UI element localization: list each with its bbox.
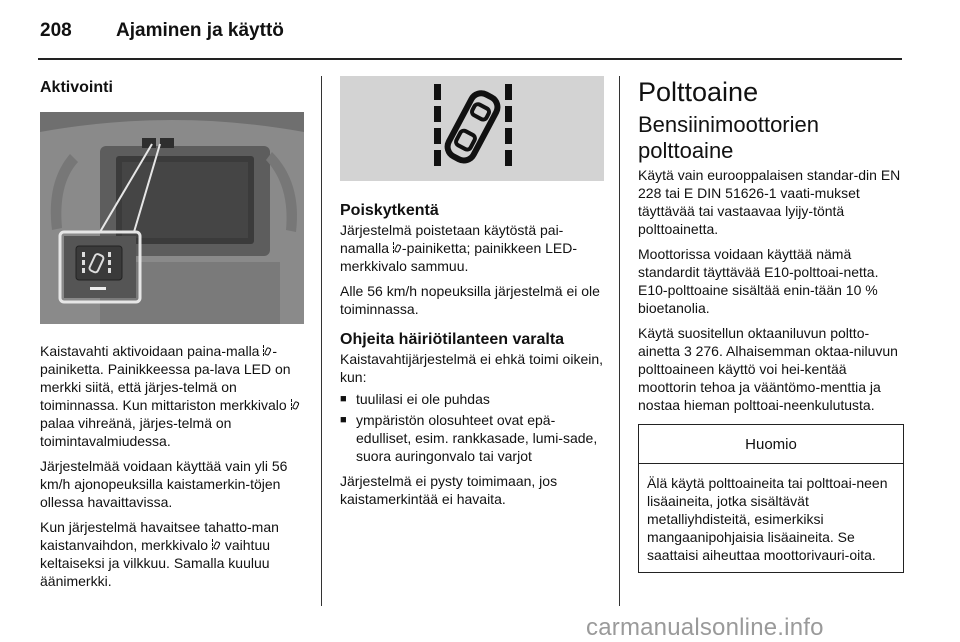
lane-departure-icon [393, 242, 402, 254]
paragraph: Käytä suositellun oktaaniluvun poltto-ainetta 3 276. Alhaisemman oktaa-niluvun polttoaineen käyttö voi hei-kentää moottorin tehoa ja vääntömo-menttia ja nostaa hieman polttoai-neenkulutusta. [638, 325, 898, 413]
lane-departure-icon [340, 76, 604, 181]
list-item: ■ tuulilasi ei ole puhdas [340, 391, 490, 407]
dashboard-illustration [40, 112, 304, 324]
chapter-title: Ajaminen ja käyttö [116, 20, 284, 41]
paragraph: Käytä vain eurooppalaisen standar-din EN 228 tai E DIN 51626-1 vaati-mukset täyttävää tai vastaavaa lyijy-töntä polttoainetta. [638, 167, 901, 237]
page-reference-link[interactable]: 3 276 [683, 343, 719, 359]
lane-departure-icon [291, 399, 300, 411]
paragraph: Järjestelmää voidaan käyttää vain yli 56 km/h ajonopeuksilla kaistamerkin-töjen ollessa havaittavissa. [40, 458, 288, 510]
header-divider [38, 58, 902, 60]
section-heading: Aktivointi [40, 79, 113, 96]
note-body: Älä käytä polttoaineita tai polttoai-neen lisäaineita, jotka sisältävät metalliyhdisteitä, esimerkiksi mangaanipohjaisia lisäaineita. Se saattaisi aiheuttaa moottorivauri-oita. [647, 475, 888, 563]
caution-note-box [638, 424, 904, 573]
section-heading: Poiskytkentä [340, 202, 439, 219]
bullet-icon: ■ [340, 393, 347, 405]
column-middle [340, 76, 604, 515]
paragraph: Kaistavahti aktivoidaan paina-malla -painiketta. Painikkeessa pa-lava LED on merkki siitä, että järjes-telmä on toiminnassa. Kun mittariston merkkivalo palaa vihreänä, järjes-telmä on toimintavalmiudessa. [40, 342, 304, 450]
lane-departure-icon [263, 345, 272, 357]
paragraph: Moottorissa voidaan käyttää nämä standardit täyttävää E10-polttoai-netta. E10-polttoaine sisältää enin-tään 10 % bioetanolia. [638, 246, 879, 316]
bullet-icon: ■ [340, 414, 347, 426]
paragraph: Järjestelmä ei pysty toimimaan, jos kaistamerkintää ei havaita. [340, 473, 558, 507]
column-divider [321, 76, 322, 606]
bullet-list [340, 390, 604, 465]
paragraph: Kaistavahtijärjestelmä ei ehkä toimi oikein, kun: [340, 351, 604, 385]
note-title: Huomio [639, 425, 903, 464]
lane-departure-symbol-figure [340, 76, 604, 181]
lane-departure-icon [212, 539, 221, 551]
section-heading: Ohjeita häiriötilanteen varalta [340, 331, 565, 348]
page-section-title: Polttoaine [638, 77, 759, 107]
paragraph: Alle 56 km/h nopeuksilla järjestelmä ei ole toiminnassa. [340, 283, 600, 317]
section-subtitle: Bensiinimoottorien polttoaine [638, 112, 819, 163]
column-left [40, 76, 304, 597]
watermark: carmanualsonline.info [586, 614, 824, 641]
paragraph: Kun järjestelmä havaitsee tahatto-man kaistanvaihdon, merkkivalo vaihtuu keltaiseksi ja vilkkuu. Samalla kuuluu äänimerkki. [40, 519, 279, 589]
list-item: ■ ympäristön olosuhteet ovat epä-edulliset, esim. rankkasade, lumi-sade, suora auringonvalo tai varjot [340, 412, 598, 464]
column-divider [619, 76, 620, 606]
paragraph: Järjestelmä poistetaan käytöstä pai-namalla -painiketta; painikkeen LED-merkkivalo sammuu. [340, 222, 578, 274]
page-header [40, 14, 920, 48]
column-right [638, 76, 902, 573]
page-number: 208 [40, 20, 72, 41]
